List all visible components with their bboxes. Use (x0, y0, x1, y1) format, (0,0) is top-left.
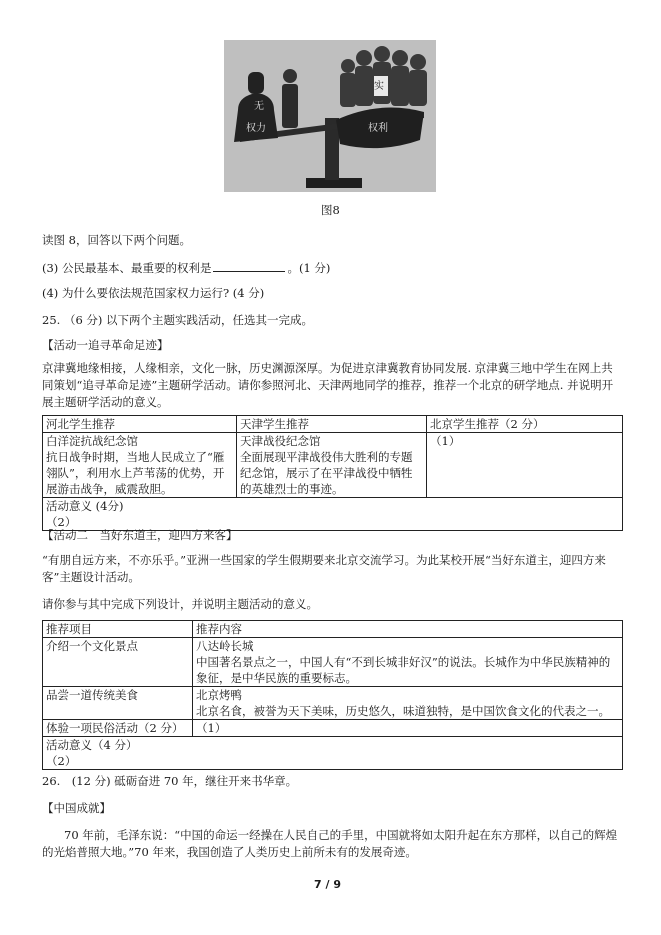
table-row (43, 498, 623, 531)
cell-tianjin: 天津战役纪念馆 全面展现平津战役伟大胜利的专题纪念馆，展示了在平津战役中牺牲的英雄烈士的事迹。 (237, 433, 427, 498)
figure-8-image (224, 40, 436, 192)
left-plate-label-2: 权力 (246, 123, 266, 134)
answer-blank[interactable] (213, 259, 285, 272)
cell-hebei: 白洋淀抗战纪念馆 抗日战争时期，当地人民成立了“雁翎队”，利用水上芦苇荡的优势，开展游击战争，威震敌胆。 (43, 433, 237, 498)
table-row (43, 433, 623, 498)
meaning-label: 活动意义（4 分） (46, 738, 138, 752)
activity-2-paragraph: “有朋自远方来，不亦乐乎。”亚洲一些国家的学生假期要来北京交流学习。为此某校开展“当好东道主，迎四方来客”主题设计活动。 (42, 553, 606, 584)
meaning-answer: （2） (46, 515, 77, 529)
question-3 (42, 259, 330, 277)
cell-content: 八达岭长城 中国著名景点之一，中国人有“不到长城非好汉”的说法。长城作为中华民族精神的象征，是中华民族的重要标志。 (193, 638, 623, 687)
table-row (43, 737, 623, 770)
left-plate-label-1: 无 (254, 101, 264, 112)
activity-2-table (42, 620, 623, 770)
table-row (43, 720, 623, 737)
question-25: 25. （6 分) 以下两个主题实践活动，任选其一完成。 (42, 313, 314, 327)
cell-folk-activity-answer[interactable]: （1） (193, 720, 623, 737)
question-26-section: 【中国成就】 (42, 801, 111, 815)
activity-1-paragraph: 京津冀地缘相接，人缘相亲，文化一脉，历史渊源深厚。为促进京津冀教育协同发展. 京津冀三地中学生在网上共同策划“追寻革命足迹”主题研学活动。请你参照河北、天津两地同学的推荐，推荐一个北京的研学地点. 并说明开展主题研学活动的意义。 (42, 361, 614, 409)
table-row (43, 687, 623, 720)
right-plate-label-1: 实 (374, 81, 384, 92)
header-item: 推荐项目 (43, 621, 193, 638)
activity-2-heading: 【活动二 当好东道主，迎四方来客】 (42, 528, 238, 542)
cell-item: 介绍一个文化景点 (43, 638, 193, 687)
page-number: 7 / 9 (314, 878, 341, 891)
header-content: 推荐内容 (193, 621, 623, 638)
table-header-row (43, 621, 623, 638)
figure-caption: 图8 (321, 203, 340, 217)
cell-item: 体验一项民俗活动（2 分） (43, 720, 193, 737)
question-3-prefix: (3) 公民最基本、最重要的权利是 (42, 261, 212, 275)
question-3-suffix: 。(1 分) (287, 261, 331, 275)
activity-1-table (42, 415, 623, 531)
question-4: (4) 为什么要依法规范国家权力运行? (4 分) (42, 286, 265, 300)
table-header-row (43, 416, 623, 433)
meaning-answer: （2） (46, 754, 77, 768)
question-26-paragraph: 70 年前，毛泽东说：“中国的命运一经操在人民自己的手里，中国就将如太阳升起在东方那样，以自己的辉煌的光焰普照大地。”70 年来，我国创造了人类历史上前所未有的发展奇迹。 (42, 828, 618, 859)
activity-2-instruction: 请你参与其中完成下列设计，并说明主题活动的意义。 (42, 597, 318, 611)
table-row (43, 638, 623, 687)
cell-beijing-answer[interactable]: （1） (427, 433, 623, 498)
cell-item: 品尝一道传统美食 (43, 687, 193, 720)
cell-activity-meaning[interactable] (43, 737, 623, 770)
cell-activity-meaning[interactable] (43, 498, 623, 531)
activity-1-heading: 【活动一追寻革命足迹】 (42, 338, 169, 352)
questions-intro: 读图 8，回答以下两个问题。 (42, 233, 191, 247)
right-plate-label-2: 权利 (368, 123, 388, 134)
header-hebei: 河北学生推荐 (43, 416, 237, 433)
cell-content: 北京烤鸭 北京名食，被誉为天下美味，历史悠久，味道独特，是中国饮食文化的代表之一。 (193, 687, 623, 720)
header-tianjin: 天津学生推荐 (237, 416, 427, 433)
question-26-heading: 26. (12 分) 砥砺奋进 70 年，继往开来书华章。 (42, 774, 298, 788)
header-beijing: 北京学生推荐（2 分） (427, 416, 623, 433)
meaning-label: 活动意义 (4分) (46, 499, 124, 513)
